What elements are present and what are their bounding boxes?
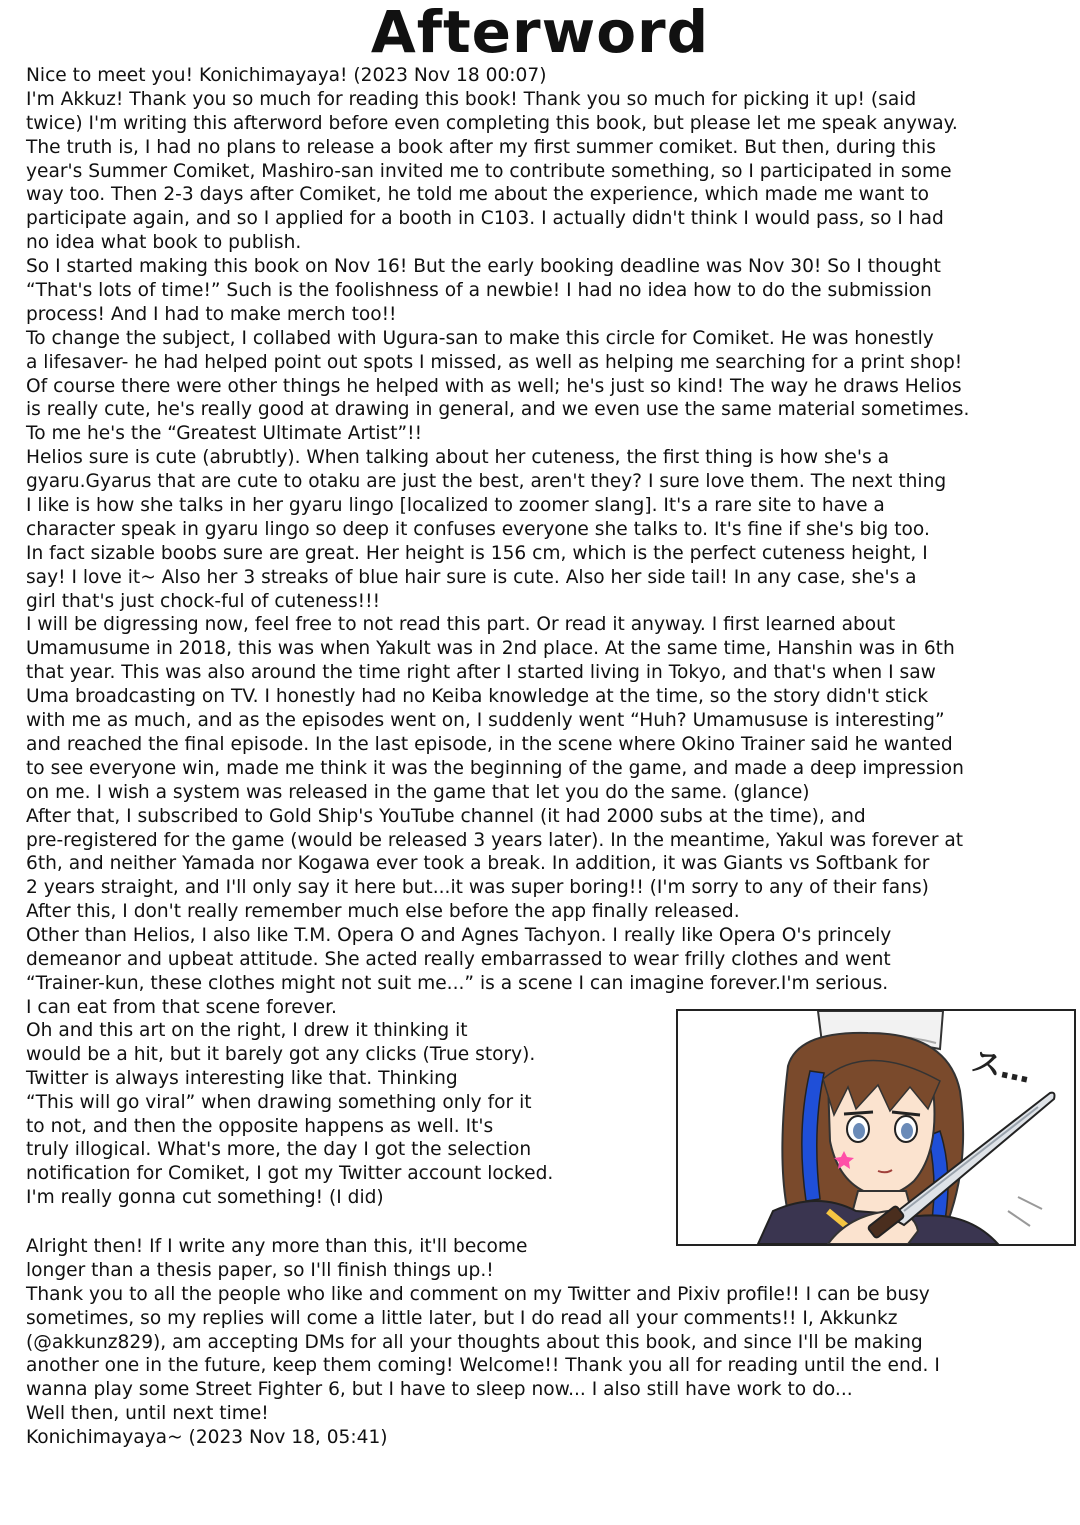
body-line: year's Summer Comiket, Mashiro-san invited me to contribute something, so I participated in some xyxy=(26,160,952,182)
body-line: girl that's just chock-ful of cuteness!!! xyxy=(26,590,381,612)
body-line: In fact sizable boobs sure are great. Her height is 156 cm, which is the perfect cuteness height, I xyxy=(26,542,928,564)
body-line: say! I love it~ Also her 3 streaks of blue hair sure is cute. Also her side tail! In any case, she's a xyxy=(26,566,917,588)
body-line: with me as much, and as the episodes went on, I suddenly went “Huh? Umamususe is interesting” xyxy=(26,710,945,732)
body-line: participate again, and so I applied for a booth in C103. I actually didn't think I would pass, so I had xyxy=(26,208,944,230)
body-line: The truth is, I had no plans to release a book after my first summer comiket. But then, during this xyxy=(26,136,936,158)
body-line: character speak in gyaru lingo so deep it confuses everyone she talks to. It's fine if she's big too. xyxy=(26,518,930,540)
caption-line: would be a hit, but it barely got any clicks (True story). xyxy=(26,1043,536,1065)
closing-line: Alright then! If I write any more than this, it'll become xyxy=(26,1236,528,1257)
sound-effect-text: ス… xyxy=(968,1044,1035,1091)
closing-line: wanna play some Street Fighter 6, but I have to sleep now... I also still have work to do... xyxy=(26,1379,853,1401)
body-line: Nice to meet you! Konichimayaya! (2023 Nov 18 00:07) xyxy=(26,65,547,86)
body-line: pre-registered for the game (would be released 3 years later). In the meantime, Yakul was forever at xyxy=(26,829,964,851)
caption-line: truly illogical. What's more, the day I got the selection xyxy=(26,1139,532,1161)
body-line: demeanor and upbeat attitude. She acted really embarrassed to wear frilly clothes and went xyxy=(26,948,891,970)
body-line: After that, I subscribed to Gold Ship's YouTube channel (it had 2000 subs at the time), and xyxy=(26,805,866,827)
caption-line: Twitter is always interesting like that. Thinking xyxy=(26,1067,458,1089)
afterword-closing xyxy=(26,1235,940,1450)
closing-line: another one in the future, keep them coming! Welcome!! Thank you all for reading until the end. I xyxy=(26,1355,940,1377)
page-title: Afterword xyxy=(370,0,710,66)
closing-line: Konichimayaya~ (2023 Nov 18, 05:41) xyxy=(26,1427,388,1449)
body-line: twice) I'm writing this afterword before even completing this book, but please let me speak anyway. xyxy=(26,112,958,134)
body-line: I will be digressing now, feel free to not read this part. Or read it anyway. I first learned about xyxy=(26,614,896,636)
body-line: a lifesaver- he had helped point out spots I missed, as well as helping me searching for a print shop! xyxy=(26,351,963,373)
closing-line: Thank you to all the people who like and comment on my Twitter and Pixiv profile!! I can be busy xyxy=(26,1283,930,1305)
body-line: After this, I don't really remember much else before the app finally released. xyxy=(26,901,740,923)
body-line: to see everyone win, made me think it was the beginning of the game, and made a deep impression xyxy=(26,757,964,779)
caption-line: notification for Comiket, I got my Twitter account locked. xyxy=(26,1163,554,1185)
body-line: process! And I had to make merch too!! xyxy=(26,303,397,325)
body-line: I can eat from that scene forever. xyxy=(26,996,337,1018)
caption-line: I'm really gonna cut something! (I did) xyxy=(26,1187,384,1209)
afterword-art-caption xyxy=(26,1019,553,1210)
closing-line: longer than a thesis paper, so I'll finish things up.! xyxy=(26,1259,494,1281)
body-line: “That's lots of time!” Such is the foolishness of a newbie! I had no idea how to do the submission xyxy=(26,280,932,302)
body-line: “Trainer-kun, these clothes might not suit me...” is a scene I can imagine forever.I'm serious. xyxy=(26,972,889,994)
body-line: I'm Akkuz! Thank you so much for reading this book! Thank you so much for picking it up! (said xyxy=(26,88,917,110)
body-line: Other than Helios, I also like T.M. Opera O and Agnes Tachyon. I really like Opera O's princely xyxy=(26,925,892,947)
body-line: no idea what book to publish. xyxy=(26,232,302,254)
caption-line: Oh and this art on the right, I drew it thinking it xyxy=(26,1020,468,1041)
caption-line: “This will go viral” when drawing something only for it xyxy=(26,1091,532,1113)
caption-line: to not, and then the opposite happens as well. It's xyxy=(26,1115,494,1137)
body-line: Uma broadcasting on TV. I honestly had no Keiba knowledge at the time, so the story didn't stick xyxy=(26,686,929,708)
body-line: To me he's the “Greatest Ultimate Artist”!! xyxy=(26,423,423,445)
body-line: gyaru.Gyarus that are cute to otaku are just the best, aren't they? I sure love them. The next thing xyxy=(26,471,947,493)
closing-line: Well then, until next time! xyxy=(26,1403,269,1425)
body-line: 2 years straight, and I'll only say it here but...it was super boring!! (I'm sorry to any of their fans) xyxy=(26,877,929,899)
body-line: way too. Then 2-3 days after Comiket, he told me about the experience, which made me want to xyxy=(26,184,930,206)
afterword-body xyxy=(26,64,969,1020)
body-line: I like is how she talks in her gyaru lingo [localized to zoomer slang]. It's a rare site to have a xyxy=(26,495,885,517)
body-line: and reached the final episode. In the last episode, in the scene where Okino Trainer said he wanted xyxy=(26,733,953,755)
body-line: So I started making this book on Nov 16! But the early booking deadline was Nov 30! So I thought xyxy=(26,256,941,278)
body-line: To change the subject, I collabed with Ugura-san to make this circle for Comiket. He was honestly xyxy=(26,327,934,349)
body-line: Of course there were other things he helped with as well; he's just so kind! The way he draws Helios xyxy=(26,375,962,397)
body-line: on me. I wish a system was released in the game that let you do the same. (glance) xyxy=(26,781,810,803)
body-line: Helios sure is cute (abrubtly). When talking about her cuteness, the first thing is how she's a xyxy=(26,447,889,469)
closing-line: (@akkunz829), am accepting DMs for all your thoughts about this book, and since I'll be making xyxy=(26,1331,923,1353)
body-line: Umamusume in 2018, this was when Yakult was in 2nd place. At the same time, Hanshin was in 6th xyxy=(26,638,955,660)
body-line: 6th, and neither Yamada nor Kogawa ever took a break. In addition, it was Giants vs Softbank for xyxy=(26,853,930,875)
body-line: that year. This was also around the time right after I started living in Tokyo, and that's when I saw xyxy=(26,662,936,684)
closing-line: sometimes, so my replies will come a little later, but I do read all your comments!! I, Akkunkz xyxy=(26,1307,898,1329)
body-line: is really cute, he's really good at drawing in general, and we even use the same material sometimes. xyxy=(26,399,970,421)
